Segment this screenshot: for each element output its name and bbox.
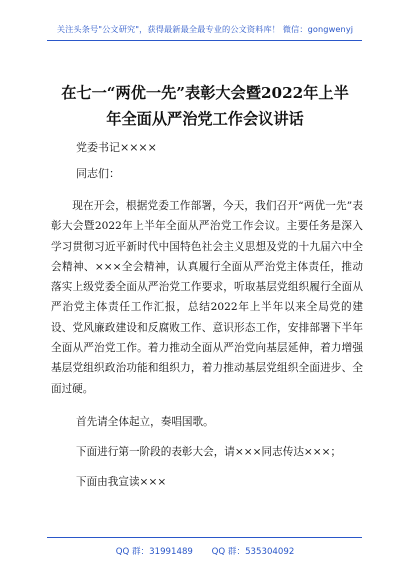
footer: [50, 545, 360, 557]
footer-qq-group-2: QQ 群：535304092: [211, 547, 295, 557]
document-title: [35, 80, 375, 132]
title-line-1: 在七一“两优一先”表彰大会暨2022年上半: [61, 84, 349, 102]
header-note: 关注头条号"公文研究"，获得最新最全最专业的公文资料库！ 微信：gongwenyj: [56, 24, 354, 34]
announce-line: 下面由我宣读×××: [76, 476, 167, 488]
anthem-line: 首先请全体起立，奏唱国歌。: [76, 416, 214, 428]
footer-qq-group-1: QQ 群：31991489: [115, 547, 193, 557]
title-line-2: 年全面从严治党工作会议讲话: [106, 110, 304, 128]
speaker-line: 党委书记××××: [76, 141, 157, 154]
header-divider: [47, 40, 362, 41]
footer-divider: [47, 537, 362, 538]
body-paragraph: 现在开会，根据党委工作部署，今天，我们召开“两优一先”表彰大会暨2022年上半年全面从严治党工作会议。主要任务是深入学习贯彻习近平新时代中国特色社会主义思想及党的十九届六中全会精神、×××全会精神，认真履行全面从严治党主体责任，推动落实上级党委全面从严治党工作要求，听取基层党组织履行全面从严治党主体责任工作汇报，总结2022年上半年以来全局党的建设、党风廉政建设和反腐败工作、意识形态工作，安排部署下半年全面从严治党工作。着力推动全面从严治党向基层延伸，着力增强基层党组织政治功能和组织力，着力推动基层党组织全面进步、全面过硬。: [51, 200, 363, 395]
greeting-line: 同志们：: [76, 167, 120, 180]
stage-line: 下面进行第一阶段的表彰大会，请×××同志传达×××；: [76, 446, 342, 458]
